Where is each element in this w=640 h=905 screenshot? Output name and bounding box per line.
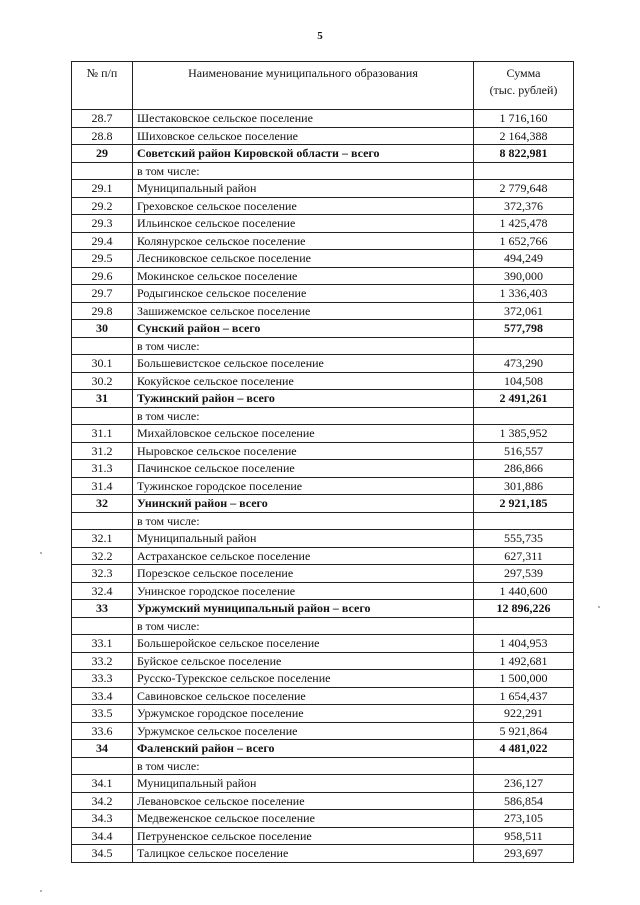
row-amount-cell: 1 336,403 — [474, 285, 574, 303]
row-number-cell: 30 — [72, 320, 133, 338]
table-row — [72, 792, 574, 810]
row-name-cell: Михайловское сельское поселение — [133, 425, 474, 443]
row-number-cell: 32.2 — [72, 547, 133, 565]
row-amount-cell: 293,697 — [474, 845, 574, 863]
row-number-cell: 34.5 — [72, 845, 133, 863]
row-name-cell: в том числе: — [133, 512, 474, 530]
table-row — [72, 372, 574, 390]
row-number-cell: 34.1 — [72, 775, 133, 793]
row-number-cell: 28.8 — [72, 127, 133, 145]
table-row — [72, 337, 574, 355]
table-body — [72, 110, 574, 863]
row-name-cell: в том числе: — [133, 337, 474, 355]
row-number-cell: 31.4 — [72, 477, 133, 495]
row-name-cell: Муниципальный район — [133, 180, 474, 198]
row-name-cell: Мокинское сельское поселение — [133, 267, 474, 285]
row-amount-cell: 516,557 — [474, 442, 574, 460]
table-row — [72, 145, 574, 163]
row-amount-cell: 236,127 — [474, 775, 574, 793]
row-amount-cell: 1 385,952 — [474, 425, 574, 443]
row-number-cell: 29.7 — [72, 285, 133, 303]
table-row — [72, 425, 574, 443]
row-amount-cell: 2 491,261 — [474, 390, 574, 408]
table-row — [72, 407, 574, 425]
table-row — [72, 810, 574, 828]
table-row — [72, 267, 574, 285]
row-name-cell: Колянурское сельское поселение — [133, 232, 474, 250]
row-number-cell: 34.4 — [72, 827, 133, 845]
row-number-cell: 33.6 — [72, 722, 133, 740]
row-number-cell: 32.1 — [72, 530, 133, 548]
row-name-cell: Унинский район – всего — [133, 495, 474, 513]
row-amount-cell: 12 896,226 — [474, 600, 574, 618]
scan-speck — [40, 552, 42, 554]
row-name-cell: Сунский район – всего — [133, 320, 474, 338]
table-row — [72, 180, 574, 198]
row-amount-cell: 577,798 — [474, 320, 574, 338]
row-number-cell — [72, 757, 133, 775]
table-row — [72, 530, 574, 548]
row-number-cell: 34.2 — [72, 792, 133, 810]
row-name-cell: Русско-Турекское сельское поселение — [133, 670, 474, 688]
row-name-cell: Фаленский район – всего — [133, 740, 474, 758]
row-amount-cell — [474, 617, 574, 635]
row-name-cell: Ныровское сельское поселение — [133, 442, 474, 460]
row-name-cell: Муниципальный район — [133, 775, 474, 793]
table-header — [72, 62, 574, 110]
row-name-cell: Ильинское сельское поселение — [133, 215, 474, 233]
table-row — [72, 775, 574, 793]
row-number-cell: 29.8 — [72, 302, 133, 320]
table-row — [72, 670, 574, 688]
table-row — [72, 512, 574, 530]
row-amount-cell: 2 921,185 — [474, 495, 574, 513]
row-amount-cell: 1 425,478 — [474, 215, 574, 233]
table-row — [72, 355, 574, 373]
row-number-cell — [72, 162, 133, 180]
scan-speck — [40, 890, 42, 892]
row-amount-cell: 372,061 — [474, 302, 574, 320]
table-row — [72, 127, 574, 145]
header-row — [72, 62, 574, 110]
row-number-cell: 29.2 — [72, 197, 133, 215]
row-number-cell: 32.4 — [72, 582, 133, 600]
row-amount-cell: 286,866 — [474, 460, 574, 478]
row-amount-cell: 1 404,953 — [474, 635, 574, 653]
row-number-cell: 30.2 — [72, 372, 133, 390]
table-row — [72, 722, 574, 740]
row-number-cell: 29 — [72, 145, 133, 163]
table-row — [72, 757, 574, 775]
row-number-cell: 34 — [72, 740, 133, 758]
row-amount-cell: 2 779,648 — [474, 180, 574, 198]
row-amount-cell: 4 481,022 — [474, 740, 574, 758]
row-amount-cell: 1 440,600 — [474, 582, 574, 600]
table-row — [72, 250, 574, 268]
table-row — [72, 390, 574, 408]
column-header-sum-line1: Сумма — [506, 66, 541, 80]
budget-table — [71, 61, 574, 863]
table-row — [72, 477, 574, 495]
row-name-cell: Большевистское сельское поселение — [133, 355, 474, 373]
row-name-cell: Лесниковское сельское поселение — [133, 250, 474, 268]
row-number-cell — [72, 407, 133, 425]
table-row — [72, 547, 574, 565]
row-number-cell: 32.3 — [72, 565, 133, 583]
row-name-cell: Советский район Кировской области – всего — [133, 145, 474, 163]
table-row — [72, 582, 574, 600]
row-name-cell: в том числе: — [133, 757, 474, 775]
row-amount-cell: 104,508 — [474, 372, 574, 390]
table-row — [72, 827, 574, 845]
table-row — [72, 320, 574, 338]
row-amount-cell — [474, 512, 574, 530]
row-name-cell: Большеройское сельское поселение — [133, 635, 474, 653]
row-name-cell: Савиновское сельское поселение — [133, 687, 474, 705]
table-row — [72, 495, 574, 513]
row-name-cell: Порезское сельское поселение — [133, 565, 474, 583]
row-name-cell: Тужинское городское поселение — [133, 477, 474, 495]
row-amount-cell: 5 921,864 — [474, 722, 574, 740]
row-number-cell: 34.3 — [72, 810, 133, 828]
row-amount-cell — [474, 757, 574, 775]
row-number-cell: 29.6 — [72, 267, 133, 285]
row-number-cell: 29.4 — [72, 232, 133, 250]
table-row — [72, 162, 574, 180]
row-number-cell — [72, 512, 133, 530]
row-number-cell — [72, 337, 133, 355]
table-row — [72, 652, 574, 670]
table-row — [72, 442, 574, 460]
row-name-cell: Греховское сельское поселение — [133, 197, 474, 215]
table-row — [72, 705, 574, 723]
row-name-cell: Унинское городское поселение — [133, 582, 474, 600]
row-name-cell: Муниципальный район — [133, 530, 474, 548]
row-name-cell: Уржумский муниципальный район – всего — [133, 600, 474, 618]
row-amount-cell — [474, 407, 574, 425]
row-number-cell: 29.5 — [72, 250, 133, 268]
row-name-cell: Уржумское городское поселение — [133, 705, 474, 723]
row-name-cell: в том числе: — [133, 617, 474, 635]
table-row — [72, 460, 574, 478]
row-number-cell: 31 — [72, 390, 133, 408]
row-name-cell: Зашижемское сельское поселение — [133, 302, 474, 320]
table-row — [72, 740, 574, 758]
table-row — [72, 600, 574, 618]
table-row — [72, 687, 574, 705]
row-number-cell: 33 — [72, 600, 133, 618]
row-name-cell: Шестаковское сельское поселение — [133, 110, 474, 128]
row-number-cell: 33.3 — [72, 670, 133, 688]
row-number-cell: 33.4 — [72, 687, 133, 705]
row-number-cell: 33.2 — [72, 652, 133, 670]
row-amount-cell: 1 652,766 — [474, 232, 574, 250]
row-number-cell: 31.2 — [72, 442, 133, 460]
row-amount-cell: 301,886 — [474, 477, 574, 495]
table-row — [72, 635, 574, 653]
table-row — [72, 215, 574, 233]
row-number-cell: 33.5 — [72, 705, 133, 723]
row-amount-cell: 8 822,981 — [474, 145, 574, 163]
row-number-cell: 30.1 — [72, 355, 133, 373]
row-amount-cell — [474, 337, 574, 355]
row-amount-cell — [474, 162, 574, 180]
row-name-cell: Медвеженское сельское поселение — [133, 810, 474, 828]
column-header-sum-line2: (тыс. рублей) — [489, 83, 558, 97]
row-amount-cell: 1 492,681 — [474, 652, 574, 670]
row-amount-cell: 473,290 — [474, 355, 574, 373]
row-amount-cell: 372,376 — [474, 197, 574, 215]
row-name-cell: Кокуйское сельское поселение — [133, 372, 474, 390]
row-amount-cell: 390,000 — [474, 267, 574, 285]
row-number-cell: 31.3 — [72, 460, 133, 478]
row-amount-cell: 2 164,388 — [474, 127, 574, 145]
table-row — [72, 110, 574, 128]
page-number: 5 — [317, 30, 323, 42]
row-name-cell: в том числе: — [133, 407, 474, 425]
table-row — [72, 285, 574, 303]
row-name-cell: Астраханское сельское поселение — [133, 547, 474, 565]
table-row — [72, 845, 574, 863]
row-amount-cell: 555,735 — [474, 530, 574, 548]
column-header-name: Наименование муниципального образования — [133, 62, 474, 110]
row-amount-cell: 297,539 — [474, 565, 574, 583]
row-name-cell: Родыгинское сельское поселение — [133, 285, 474, 303]
row-name-cell: Буйское сельское поселение — [133, 652, 474, 670]
row-name-cell: Петруненское сельское поселение — [133, 827, 474, 845]
table-row — [72, 565, 574, 583]
row-amount-cell: 958,511 — [474, 827, 574, 845]
table-row — [72, 232, 574, 250]
row-number-cell: 33.1 — [72, 635, 133, 653]
row-amount-cell: 273,105 — [474, 810, 574, 828]
row-name-cell: Левановское сельское поселение — [133, 792, 474, 810]
row-name-cell: Пачинское сельское поселение — [133, 460, 474, 478]
row-number-cell: 29.1 — [72, 180, 133, 198]
column-header-sum — [474, 62, 574, 110]
row-amount-cell: 627,311 — [474, 547, 574, 565]
row-amount-cell: 1 716,160 — [474, 110, 574, 128]
table-row — [72, 617, 574, 635]
row-number-cell: 28.7 — [72, 110, 133, 128]
row-number-cell: 29.3 — [72, 215, 133, 233]
row-name-cell: Шиховское сельское поселение — [133, 127, 474, 145]
table-row — [72, 302, 574, 320]
row-number-cell: 32 — [72, 495, 133, 513]
table-row — [72, 197, 574, 215]
row-amount-cell: 1 500,000 — [474, 670, 574, 688]
row-name-cell: Уржумское сельское поселение — [133, 722, 474, 740]
row-amount-cell: 586,854 — [474, 792, 574, 810]
row-amount-cell: 494,249 — [474, 250, 574, 268]
row-amount-cell: 922,291 — [474, 705, 574, 723]
scan-speck — [598, 606, 600, 608]
row-number-cell: 31.1 — [72, 425, 133, 443]
row-name-cell: Талицкое сельское поселение — [133, 845, 474, 863]
row-name-cell: в том числе: — [133, 162, 474, 180]
row-number-cell — [72, 617, 133, 635]
row-name-cell: Тужинский район – всего — [133, 390, 474, 408]
row-amount-cell: 1 654,437 — [474, 687, 574, 705]
column-header-number: № п/п — [72, 62, 133, 110]
